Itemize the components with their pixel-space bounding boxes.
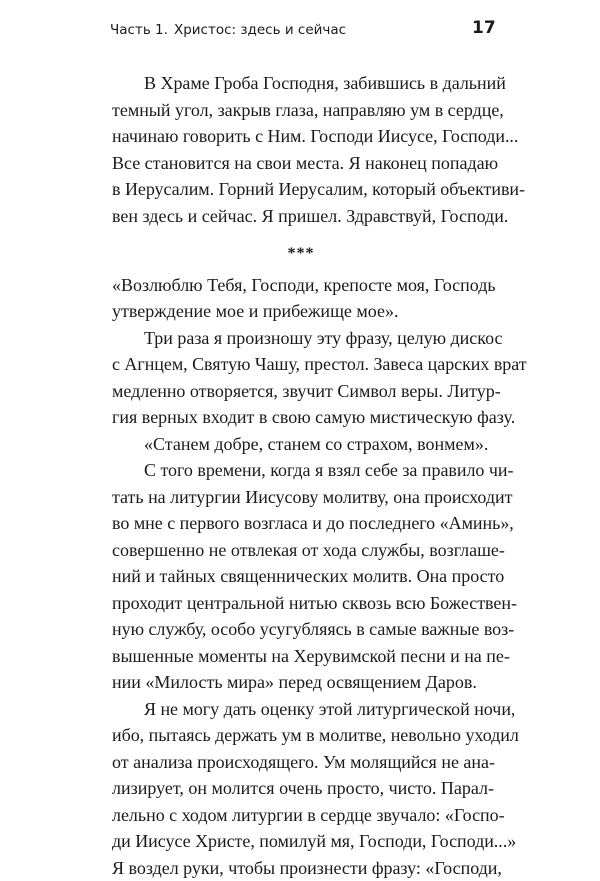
text-line: утверждение мое и прибежище мое». — [112, 298, 490, 325]
text-line: В Храме Гроба Господня, забившись в дальний — [112, 70, 490, 97]
text-line: Три раза я произношу эту фразу, целую дискос — [112, 325, 490, 352]
text-line: лельно с ходом литургии в сердце звучало: «Госпо- — [112, 802, 490, 829]
text-line: Я не могу дать оценку этой литургической ночи, — [112, 696, 490, 723]
running-head-part: Часть 1. — [110, 22, 168, 38]
text-line: проходит центральной нитью сквозь всю Божествен- — [112, 590, 490, 617]
text-line: ную службу, особо усугубляясь в самые важные воз- — [112, 616, 490, 643]
text-line: медленно отворяется, звучит Символ веры. Литур- — [112, 378, 490, 405]
paragraph — [112, 431, 490, 458]
text-line: вышенные моменты на Херувимской песни и на пе- — [112, 643, 490, 670]
paragraph — [112, 70, 490, 229]
running-head-title: Христос: здесь и сейчас — [174, 22, 346, 38]
text-line: «Возлюблю Тебя, Господи, крепосте моя, Господь — [112, 272, 490, 299]
text-line: Я воздел руки, чтобы произнести фразу: «Господи, — [112, 855, 490, 881]
paragraph — [112, 696, 490, 881]
paragraph — [112, 457, 490, 696]
text-line: нии «Милость мира» перед освящением Даров. — [112, 669, 490, 696]
text-line: совершенно не отвлекая от хода службы, возглаше- — [112, 537, 490, 564]
text-line: «Станем добре, станем со страхом, вонмем». — [112, 431, 490, 458]
text-line: в Иерусалим. Горний Иерусалим, который объективи- — [112, 176, 490, 203]
text-line: от анализа происходящего. Ум молящийся не ана- — [112, 749, 490, 776]
text-line: вен здесь и сейчас. Я пришел. Здравствуй, Господи. — [112, 203, 490, 230]
body-text — [112, 70, 490, 881]
page-number: 17 — [472, 18, 496, 38]
text-line: лизирует, он молится очень просто, чисто. Парал- — [112, 775, 490, 802]
text-line: темный угол, закрыв глаза, направляю ум в сердце, — [112, 97, 490, 124]
text-line: тать на литургии Иисусову молитву, она происходит — [112, 484, 490, 511]
running-head — [110, 22, 346, 38]
text-line: ний и тайных священнических молитв. Она просто — [112, 563, 490, 590]
text-line: ибо, пытаясь держать ум в молитве, невольно уходил — [112, 722, 490, 749]
text-line: Все становится на свои места. Я наконец попадаю — [112, 150, 490, 177]
paragraph — [112, 272, 490, 325]
paragraph — [112, 325, 490, 431]
text-line: начинаю говорить с Ним. Господи Иисусе, Господи... — [112, 123, 490, 150]
text-line: с Агнцем, Святую Чашу, престол. Завеса царских врат — [112, 351, 490, 378]
text-line: С того времени, когда я взял себе за правило чи- — [112, 457, 490, 484]
text-line: ди Иисусе Христе, помилуй мя, Господи, Господи...» — [112, 828, 490, 855]
section-separator: *** — [112, 241, 490, 268]
text-line: гия верных входит в свою самую мистическую фазу. — [112, 404, 490, 431]
text-line: во мне с первого возгласа и до последнего «Аминь», — [112, 510, 490, 537]
